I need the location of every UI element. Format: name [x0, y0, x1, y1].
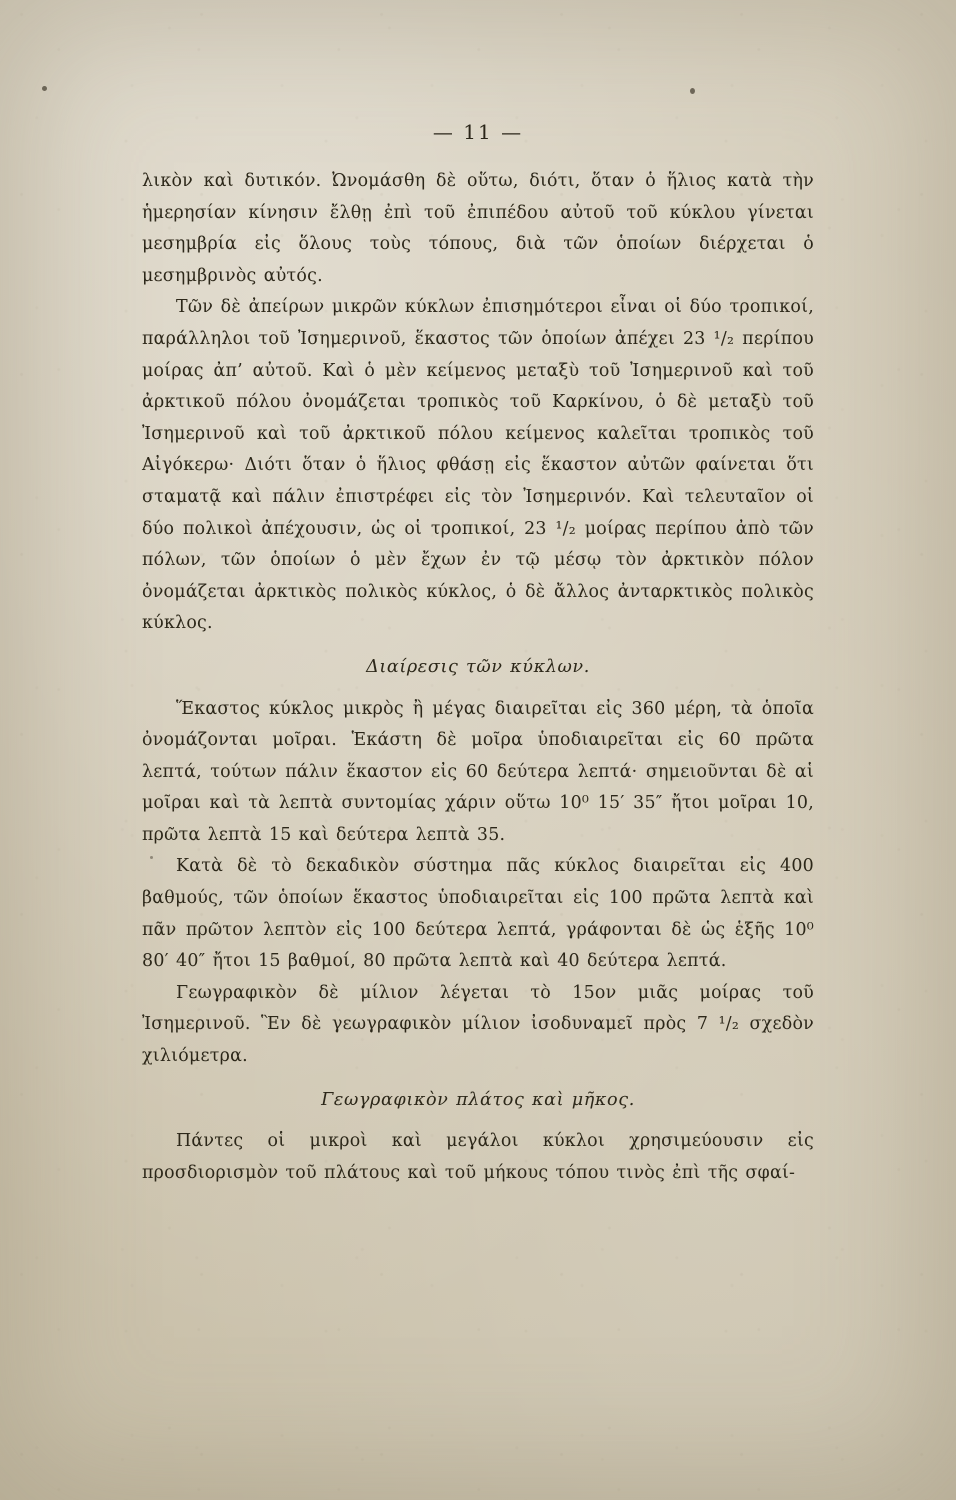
paper-speck — [42, 86, 47, 91]
paper-speck — [690, 88, 695, 94]
section-heading: Γεωγραφικὸν πλάτος καὶ μῆκος. — [321, 1089, 635, 1110]
page-content — [142, 120, 814, 1189]
paragraph: Πάντες οἱ μικροὶ καὶ μεγάλοι κύκλοι χρησιμεύουσιν εἰς προσδιορισμὸν τοῦ πλάτους καὶ τοῦ μήκους τόπου τινὸς ἐπὶ τῆς σφαί- — [142, 1131, 814, 1183]
paragraph: Τῶν δὲ ἀπείρων μικρῶν κύκλων ἐπισημότεροι εἶναι οἱ δύο τροπικοί, παράλληλοι τοῦ Ἰσημερινοῦ, ἕκαστος τῶν ὁποίων ἀπέχει 23 ¹/₂ περίπου μοίρας ἀπ’ αὐτοῦ. Καὶ ὁ μὲν κείμενος μεταξὺ τοῦ Ἰσημερινοῦ καὶ τοῦ ἀρκτικοῦ πόλου ὀνομάζεται τροπικὸς τοῦ Καρκίνου, ὁ δὲ μεταξὺ τοῦ Ἰσημερινοῦ καὶ τοῦ ἀρκτικοῦ πόλου κείμενος καλεῖται τροπικὸς τοῦ Αἰγόκερω· Διότι ὅταν ὁ ἥλιος φθάσῃ εἰς ἕκαστον αὐτῶν φαίνεται ὅτι σταματᾷ καὶ πάλιν ἐπιστρέφει εἰς τὸν Ἰσημερινόν. Καὶ τελευταῖον οἱ δύο πολικοὶ ἀπέχουσιν, ὡς οἱ τροπικοί, 23 ¹/₂ μοίρας περίπου ἀπὸ τῶν πόλων, τῶν ὁποίων ὁ μὲν ἔχων ἐν τῷ μέσῳ τὸν ἀρκτικὸν πόλον ὀνομάζεται ἀρκτικὸς πολικὸς κύκλος, ὁ δὲ ἄλλος ἀνταρκτικὸς πολικὸς κύκλος. — [142, 297, 814, 634]
paragraph: λικὸν καὶ δυτικόν. Ὠνομάσθη δὲ οὕτω, διότι, ὅταν ὁ ἥλιος κατὰ τὴν ἡμερησίαν κίνησιν ἔλθῃ ἐπὶ τοῦ ἐπιπέδου αὐτοῦ τοῦ κύκλου γίνεται μεσημβρία εἰς ὅλους τοὺς τόπους, διὰ τῶν ὁποίων διέρχεται ὁ μεσημβρινὸς αὐτός. — [142, 171, 814, 286]
body-text-block — [142, 166, 814, 1189]
section-heading: Διαίρεσις τῶν κύκλων. — [366, 656, 590, 677]
paragraph: Κατὰ δὲ τὸ δεκαδικὸν σύστημα πᾶς κύκλος διαιρεῖται εἰς 400 βαθμούς, τῶν ὁποίων ἕκαστος ὑποδιαιρεῖται εἰς 100 πρῶτα λεπτὰ καὶ πᾶν πρῶτον λεπτὸν εἰς 100 δεύτερα λεπτά, γράφονται δὲ ὡς ἑξῆς 10⁰ 80′ 40″ ἤτοι 15 βαθμοί, 80 πρῶτα λεπτὰ καὶ 40 δεύτερα λεπτά. — [142, 856, 814, 972]
paragraph: Γεωγραφικὸν δὲ μίλιον λέγεται τὸ 15ον μιᾶς μοίρας τοῦ Ἰσημερινοῦ. Ἓν δὲ γεωγραφικὸν μίλιον ἰσοδυναμεῖ πρὸς 7 ¹/₂ σχεδὸν χιλιόμετρα. — [142, 982, 814, 1067]
page-number: — 11 — — [432, 120, 524, 144]
paragraph: Ἕκαστος κύκλος μικρὸς ἢ μέγας διαιρεῖται εἰς 360 μέρη, τὰ ὁποῖα ὀνομάζονται μοῖραι. Ἑκάστη δὲ μοῖρα ὑποδιαιρεῖται εἰς 60 πρῶτα λεπτά, τούτων πάλιν ἕκαστον εἰς 60 δεύτερα λεπτά· σημειοῦνται δὲ αἱ μοῖραι καὶ τὰ λεπτὰ συντομίας χάριν οὕτω 10⁰ 15′ 35″ ἤτοι μοῖραι 10, πρῶτα λεπτὰ 15 καὶ δεύτερα λεπτὰ 35. — [142, 698, 814, 845]
